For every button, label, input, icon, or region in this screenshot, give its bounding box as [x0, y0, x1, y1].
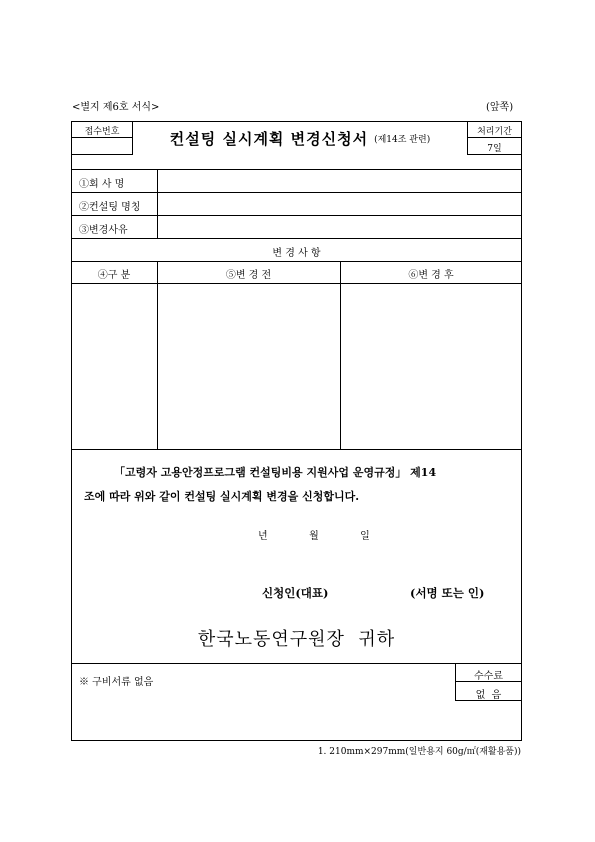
- field-label-consulting-name: ②컨설팅 명칭: [79, 202, 141, 213]
- processing-period-value: 7일: [487, 144, 502, 154]
- form-title-note: (제14조 관련): [374, 134, 431, 145]
- col-header-after: ⑥변 경 후: [408, 270, 454, 281]
- field-label-change-reason: ③변경사유: [79, 225, 128, 236]
- declaration-line-1: 「고령자 고용안정프로그램 컨설팅비용 지원사업 운영규정」 제14: [114, 466, 437, 479]
- paper-spec-footer: 1. 210mm×297mm(일반용지 60g/㎡(재활용품)): [317, 747, 521, 757]
- title-area: [133, 121, 467, 155]
- company-name-field[interactable]: [163, 175, 517, 190]
- form-title: 컨설팅 실시계획 변경신청서: [169, 129, 369, 148]
- form-number: <별지 제6호 서식>: [72, 102, 160, 113]
- receipt-no-label: 접수번호: [84, 127, 120, 137]
- changes-section-title: 변 경 사 항: [272, 248, 321, 259]
- fee-value: 없 음: [475, 690, 502, 701]
- receipt-no-field[interactable]: [72, 139, 132, 154]
- declaration-text: [84, 461, 516, 509]
- changes-before-cell[interactable]: [158, 284, 339, 448]
- col-header-category: ④구 분: [97, 270, 131, 281]
- declaration-line-2: 조에 따라 위와 같이 컨설팅 실시계획 변경을 신청합니다.: [84, 490, 360, 503]
- date-line: 년 월 일: [258, 531, 370, 542]
- changes-after-cell[interactable]: [341, 284, 521, 448]
- change-reason-field[interactable]: [163, 221, 517, 236]
- processing-period-label: 처리기간: [477, 127, 512, 137]
- consulting-name-field[interactable]: [163, 198, 517, 213]
- page-side-label: (앞쪽): [486, 102, 514, 113]
- addressee: 한국노동연구원장 귀하: [197, 629, 396, 650]
- col-header-before: ⑤변 경 전: [225, 270, 272, 281]
- fee-label: 수수료: [474, 671, 503, 682]
- attachments-note: ※ 구비서류 없음: [79, 677, 154, 688]
- field-label-company: ①회 사 명: [79, 179, 125, 190]
- signature-label: (서명 또는 인): [410, 586, 485, 600]
- changes-category-cell[interactable]: [72, 284, 156, 448]
- applicant-label: 신청인(대표): [262, 586, 329, 600]
